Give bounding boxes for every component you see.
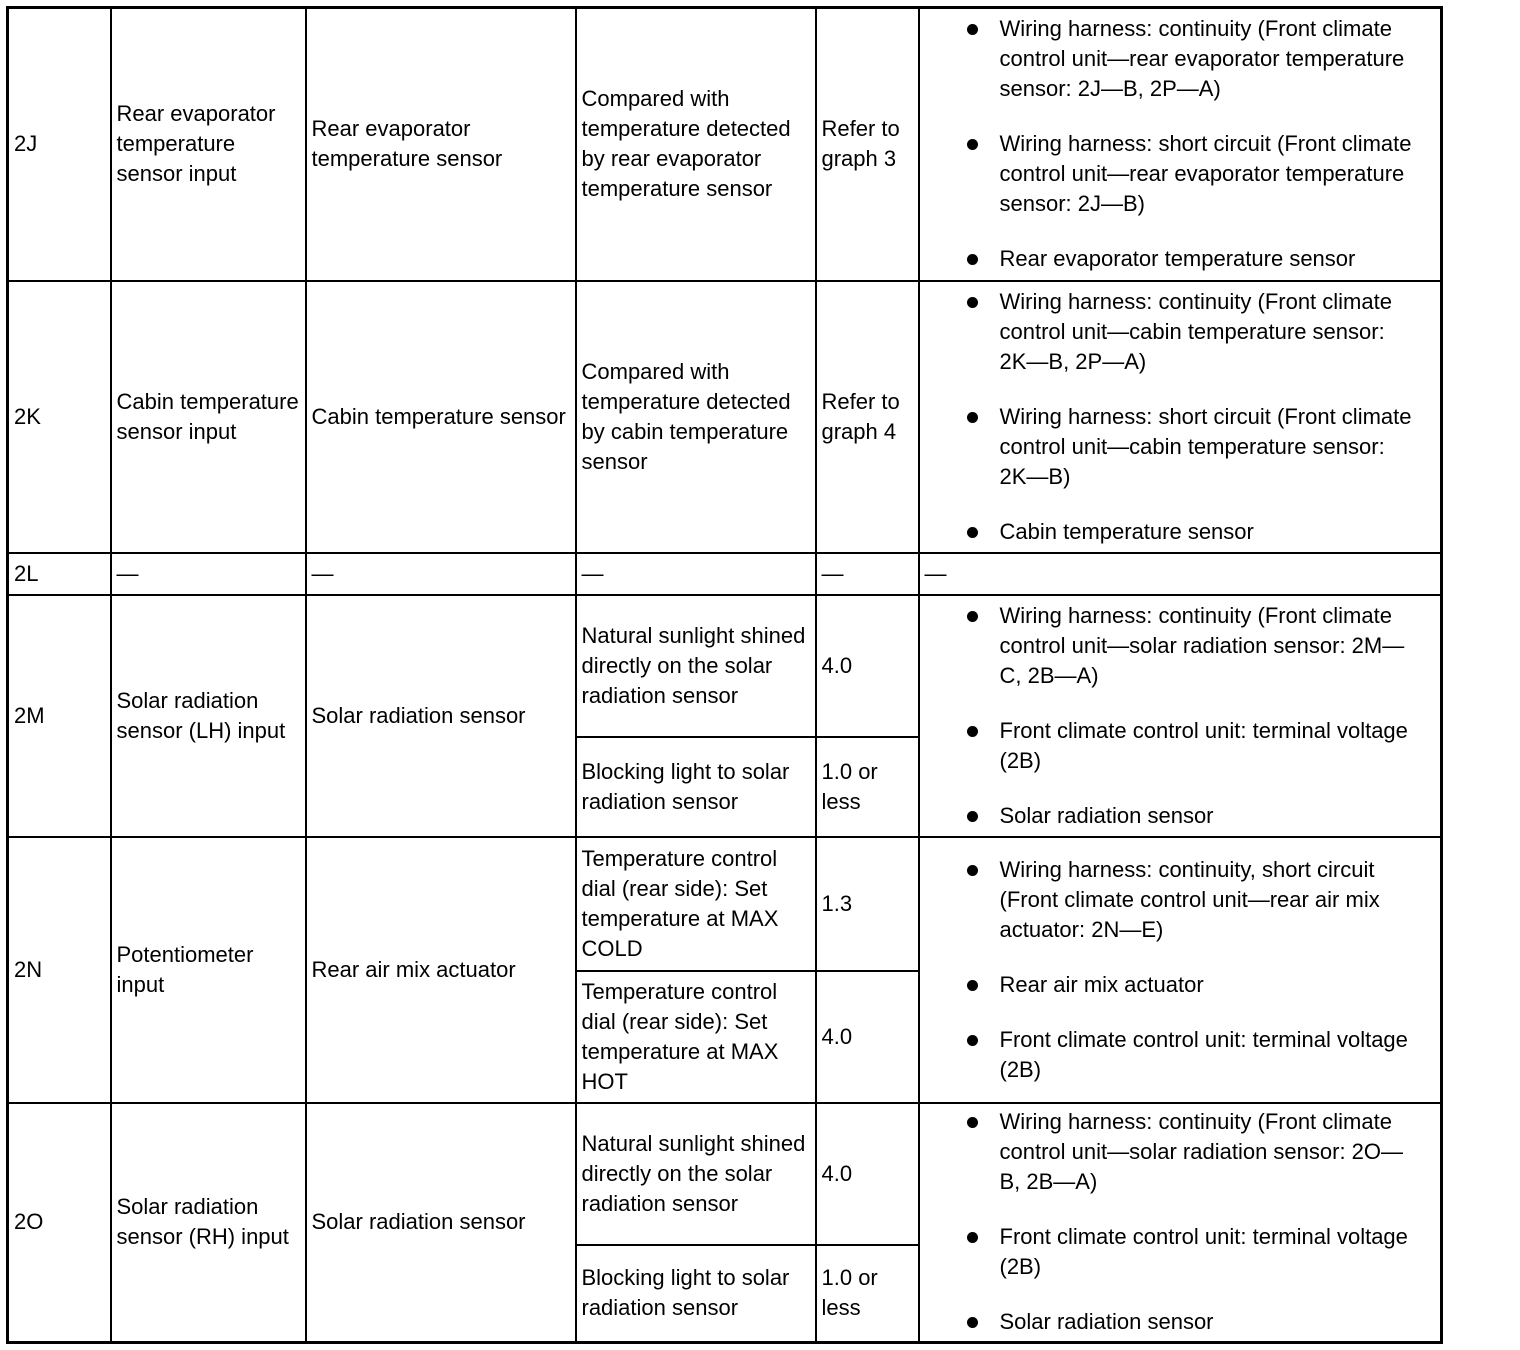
voltage-cell: 4.0 [816,971,919,1103]
terminal-cell: 2K [8,281,111,553]
terminal-cell: 2J [8,8,111,281]
signal-cell: Rear evaporator temperature sensor input [111,8,306,281]
voltage-cell: — [816,553,919,595]
connected-to-cell: Cabin temperature sensor [306,281,576,553]
terminal-cell: 2M [8,595,111,837]
voltage-cell: 4.0 [816,1103,919,1245]
condition-cell: Temperature control dial (rear side): Set temperature at MAX COLD [576,837,816,971]
terminal-voltage-table [6,6,1443,1344]
inspection-item: Front climate control unit: terminal voltage (2B) [925,716,1436,776]
signal-cell: Solar radiation sensor (RH) input [111,1103,306,1343]
signal-cell: Potentiometer input [111,837,306,1103]
signal-cell: — [111,553,306,595]
inspection-item: Front climate control unit: terminal voltage (2B) [925,1025,1436,1085]
inspection-cell [919,1103,1442,1343]
inspection-item: Solar radiation sensor [925,1307,1436,1337]
inspection-item: Wiring harness: continuity (Front climate control unit—solar radiation sensor: 2M—C, 2B—A) [925,601,1436,691]
terminal-cell: 2O [8,1103,111,1343]
condition-cell: Temperature control dial (rear side): Set temperature at MAX HOT [576,971,816,1103]
condition-cell: Compared with temperature detected by rear evaporator temperature sensor [576,8,816,281]
terminal-cell: 2N [8,837,111,1103]
inspection-item: Rear evaporator temperature sensor [925,244,1436,274]
condition-cell: Natural sunlight shined directly on the solar radiation sensor [576,595,816,737]
inspection-item: Wiring harness: continuity (Front climate control unit—rear evaporator temperature sensor: 2J—B, 2P—A) [925,14,1436,104]
inspection-cell [919,8,1442,281]
inspection-item: Rear air mix actuator [925,970,1436,1000]
inspection-item: Front climate control unit: terminal voltage (2B) [925,1222,1436,1282]
voltage-cell: 4.0 [816,595,919,737]
connected-to-cell: Solar radiation sensor [306,1103,576,1343]
inspection-item: Wiring harness: continuity, short circuit (Front climate control unit—rear air mix actuator: 2N—E) [925,855,1436,945]
voltage-cell: 1.0 or less [816,1245,919,1343]
inspection-item: Wiring harness: continuity (Front climate control unit—solar radiation sensor: 2O—B, 2B—A) [925,1107,1436,1197]
terminal-cell: 2L [8,553,111,595]
connected-to-cell: — [306,553,576,595]
connected-to-cell: Rear air mix actuator [306,837,576,1103]
table-row [8,1103,1442,1245]
inspection-item: Wiring harness: short circuit (Front climate control unit—cabin temperature sensor: 2K—B) [925,402,1436,492]
signal-cell: Cabin temperature sensor input [111,281,306,553]
condition-cell: Natural sunlight shined directly on the solar radiation sensor [576,1103,816,1245]
table-row [8,281,1442,553]
inspection-cell [919,281,1442,553]
inspection-cell [919,595,1442,837]
table-row [8,553,1442,595]
inspection-item: Wiring harness: continuity (Front climate control unit—cabin temperature sensor: 2K—B, 2P—A) [925,287,1436,377]
voltage-cell: 1.3 [816,837,919,971]
inspection-list [925,855,1436,1085]
connected-to-cell: Solar radiation sensor [306,595,576,837]
voltage-cell: Refer to graph 3 [816,8,919,281]
inspection-list [925,1107,1436,1337]
inspection-item: Cabin temperature sensor [925,517,1436,547]
signal-cell: Solar radiation sensor (LH) input [111,595,306,837]
inspection-item: Wiring harness: short circuit (Front climate control unit—rear evaporator temperature sensor: 2J—B) [925,129,1436,219]
condition-cell: — [576,553,816,595]
inspection-cell: — [919,553,1442,595]
voltage-cell: Refer to graph 4 [816,281,919,553]
table-row [8,595,1442,737]
condition-cell: Blocking light to solar radiation sensor [576,1245,816,1343]
table-row [8,837,1442,971]
condition-cell: Compared with temperature detected by cabin temperature sensor [576,281,816,553]
condition-cell: Blocking light to solar radiation sensor [576,737,816,837]
inspection-list [925,601,1436,831]
connected-to-cell: Rear evaporator temperature sensor [306,8,576,281]
inspection-list [925,287,1436,547]
inspection-list [925,14,1436,274]
inspection-cell [919,837,1442,1103]
voltage-cell: 1.0 or less [816,737,919,837]
inspection-item: Solar radiation sensor [925,801,1436,831]
table-row [8,8,1442,281]
